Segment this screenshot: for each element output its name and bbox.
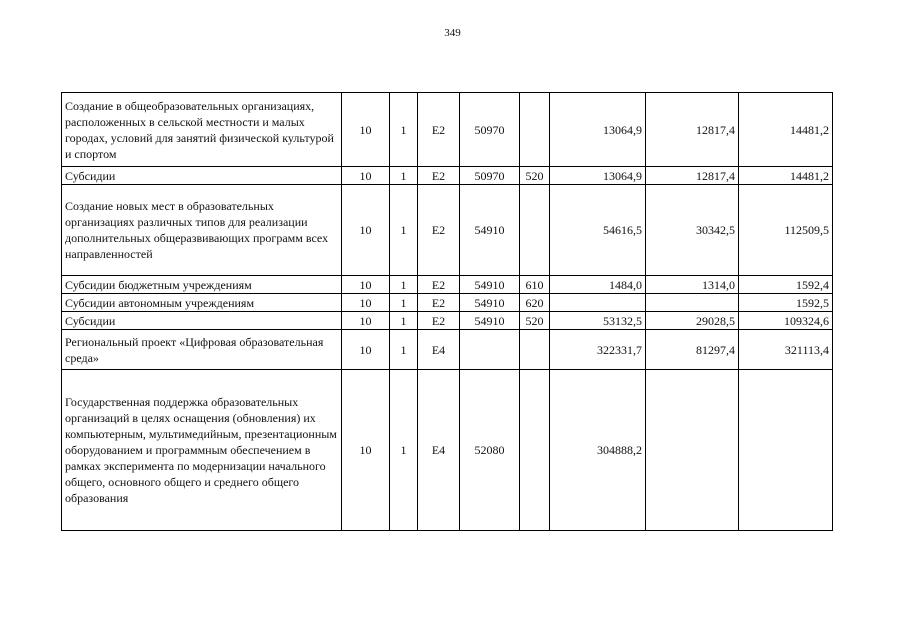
sum3-cell: 14481,2 (739, 167, 833, 185)
sum3-cell: 321113,4 (739, 330, 833, 370)
row-name: Субсидии бюджетным учреждениям (62, 276, 342, 294)
table-row (62, 312, 833, 330)
rz-cell: 10 (342, 330, 390, 370)
page-number: 349 (444, 27, 461, 39)
program-cell: E4 (418, 370, 460, 531)
sum2-cell: 81297,4 (646, 330, 739, 370)
rz-cell: 10 (342, 312, 390, 330)
row-name: Региональный проект «Цифровая образовательная среда» (62, 330, 342, 370)
direction-cell (460, 330, 520, 370)
rz-cell: 10 (342, 185, 390, 276)
row-name: Субсидии (62, 167, 342, 185)
direction-cell: 54910 (460, 185, 520, 276)
program-cell: E2 (418, 185, 460, 276)
rz-cell: 10 (342, 276, 390, 294)
sum1-cell: 54616,5 (550, 185, 646, 276)
sum3-cell: 14481,2 (739, 93, 833, 167)
sum2-cell: 30342,5 (646, 185, 739, 276)
sum2-cell: 1314,0 (646, 276, 739, 294)
direction-cell: 54910 (460, 312, 520, 330)
pr-cell: 1 (390, 330, 418, 370)
sum3-cell: 1592,4 (739, 276, 833, 294)
sum2-cell: 12817,4 (646, 167, 739, 185)
sum3-cell (739, 370, 833, 531)
program-cell: E2 (418, 312, 460, 330)
table-row (62, 276, 833, 294)
program-cell: E2 (418, 276, 460, 294)
rz-cell: 10 (342, 370, 390, 531)
row-name: Государственная поддержка образовательных организаций в целях оснащения (обновления) их компьютерным, мультимедийным, презентационным оборудованием и программным обеспечением в рамках эксперимента по модернизации начального общего, основного общего и среднего общего образования (62, 370, 342, 531)
sum1-cell: 1484,0 (550, 276, 646, 294)
table-row (62, 370, 833, 531)
vr-cell: 620 (520, 294, 550, 312)
sum2-cell: 29028,5 (646, 312, 739, 330)
row-name: Субсидии автономным учреждениям (62, 294, 342, 312)
table-row (62, 185, 833, 276)
sum1-cell (550, 294, 646, 312)
pr-cell: 1 (390, 312, 418, 330)
program-cell: E2 (418, 294, 460, 312)
direction-cell: 54910 (460, 276, 520, 294)
vr-cell: 610 (520, 276, 550, 294)
program-cell: E2 (418, 167, 460, 185)
budget-table (61, 92, 833, 531)
sum1-cell: 13064,9 (550, 167, 646, 185)
table-row (62, 294, 833, 312)
rz-cell: 10 (342, 93, 390, 167)
pr-cell: 1 (390, 167, 418, 185)
direction-cell: 54910 (460, 294, 520, 312)
vr-cell (520, 93, 550, 167)
sum1-cell: 53132,5 (550, 312, 646, 330)
sum1-cell: 304888,2 (550, 370, 646, 531)
vr-cell (520, 330, 550, 370)
vr-cell (520, 185, 550, 276)
row-name: Создание новых мест в образовательных организациях различных типов для реализации дополнительных общеразвивающих программ всех направленностей (62, 185, 342, 276)
pr-cell: 1 (390, 93, 418, 167)
sum2-cell (646, 370, 739, 531)
table-row (62, 93, 833, 167)
pr-cell: 1 (390, 294, 418, 312)
sum1-cell: 13064,9 (550, 93, 646, 167)
row-name: Создание в общеобразовательных организациях, расположенных в сельской местности и малых городах, условий для занятий физической культурой и спортом (62, 93, 342, 167)
sum2-cell (646, 294, 739, 312)
sum3-cell: 109324,6 (739, 312, 833, 330)
pr-cell: 1 (390, 370, 418, 531)
direction-cell: 52080 (460, 370, 520, 531)
row-name: Субсидии (62, 312, 342, 330)
direction-cell: 50970 (460, 167, 520, 185)
sum1-cell: 322331,7 (550, 330, 646, 370)
pr-cell: 1 (390, 185, 418, 276)
sum3-cell: 1592,5 (739, 294, 833, 312)
table-row (62, 330, 833, 370)
vr-cell: 520 (520, 167, 550, 185)
table-row (62, 167, 833, 185)
vr-cell: 520 (520, 312, 550, 330)
rz-cell: 10 (342, 167, 390, 185)
rz-cell: 10 (342, 294, 390, 312)
program-cell: E4 (418, 330, 460, 370)
sum3-cell: 112509,5 (739, 185, 833, 276)
pr-cell: 1 (390, 276, 418, 294)
direction-cell: 50970 (460, 93, 520, 167)
vr-cell (520, 370, 550, 531)
sum2-cell: 12817,4 (646, 93, 739, 167)
program-cell: E2 (418, 93, 460, 167)
